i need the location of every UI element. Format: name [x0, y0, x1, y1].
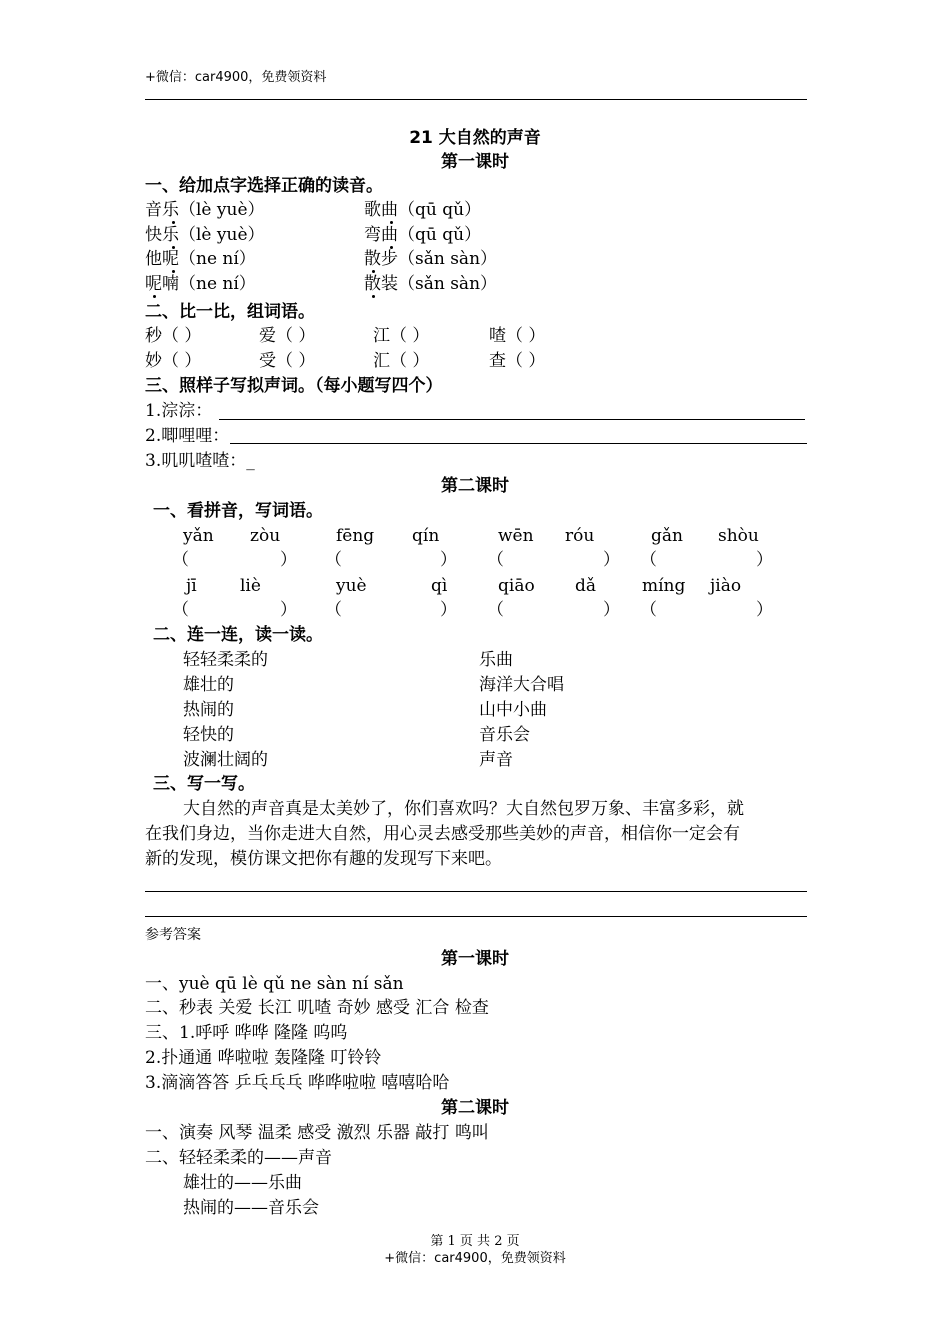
- pinyin: gǎn: [651, 526, 683, 546]
- bracket-open: （: [172, 600, 189, 620]
- l1-q1-left-1: 音乐（lè yuè）: [145, 200, 265, 220]
- match-left-item[interactable]: 波澜壮阔的: [183, 750, 268, 770]
- pinyin: shòu: [718, 526, 759, 546]
- answer-line: 3.滴滴答答 乒乓乓乓 哗哗啦啦 嘻嘻哈哈: [145, 1073, 450, 1093]
- bracket-open: （: [325, 600, 342, 620]
- pinyin: wēn: [498, 526, 534, 546]
- answer-blank-line[interactable]: [219, 419, 805, 420]
- match-left-item[interactable]: 热闹的: [183, 700, 234, 720]
- answer-line: 一、yuè qū lè qǔ ne sàn ní sǎn: [145, 974, 404, 994]
- l1-q2-r2-c4: 查（ ）: [489, 351, 546, 371]
- l1-q1-left-4: 呢喃（ne ní）: [145, 274, 256, 294]
- answer-line: 雄壮的——乐曲: [183, 1173, 302, 1193]
- pinyin: míng: [642, 576, 686, 596]
- l2-q3-paragraph-line: 新的发现，模仿课文把你有趣的发现写下来吧。: [145, 849, 502, 869]
- page-title: 21 大自然的声音: [409, 128, 541, 148]
- pinyin: dǎ: [575, 576, 597, 596]
- bracket-close: ）: [280, 600, 297, 620]
- answer-line: 二、轻轻柔柔的——声音: [145, 1148, 332, 1168]
- l1-q2-r1-c2: 爱（ ）: [259, 326, 316, 346]
- bracket-open: （: [640, 600, 657, 620]
- emphasis-dot: [390, 246, 393, 249]
- l1-q3-heading: 三、照样子写拟声词。（每小题写四个）: [145, 376, 443, 396]
- match-right-item[interactable]: 山中小曲: [479, 700, 547, 720]
- bracket-close: ）: [603, 550, 620, 570]
- emphasis-dot: [172, 221, 175, 224]
- match-right-item[interactable]: 海洋大合唱: [479, 675, 564, 695]
- l1-q2-r2-c3: 汇（ ）: [373, 351, 430, 371]
- match-left-item[interactable]: 雄壮的: [183, 675, 234, 695]
- bracket-close: ）: [280, 550, 297, 570]
- pinyin: fēng: [336, 526, 375, 546]
- match-right-item[interactable]: 声音: [479, 750, 513, 770]
- pinyin: yuè: [336, 576, 367, 596]
- bracket-close: ）: [603, 600, 620, 620]
- footer-watermark: +微信：car4900，免费领资料: [384, 1251, 566, 1266]
- writing-line[interactable]: [145, 891, 807, 892]
- bracket-open: （: [325, 550, 342, 570]
- bracket-open: （: [172, 550, 189, 570]
- pinyin: qiāo: [498, 576, 535, 596]
- l1-q2-r1-c4: 喳（ ）: [489, 326, 546, 346]
- bracket-close: ）: [440, 600, 457, 620]
- l1-q1-right-3: 散步（sǎn sàn）: [364, 249, 498, 269]
- pinyin: jī: [186, 576, 197, 596]
- l1-q3-item-3: 3.叽叽喳喳：_: [145, 451, 255, 471]
- pinyin: jiào: [710, 576, 742, 596]
- pinyin: zòu: [250, 526, 281, 546]
- answer-line: 热闹的——音乐会: [183, 1198, 319, 1218]
- writing-line[interactable]: [145, 916, 807, 917]
- bracket-close: ）: [756, 600, 773, 620]
- l1-q2-r1-c1: 秒（ ）: [145, 326, 202, 346]
- lesson2-heading: 第二课时: [441, 476, 509, 496]
- answers-label: 参考答案: [145, 927, 201, 943]
- l2-q3-paragraph-line: 大自然的声音真是太美妙了，你们喜欢吗？大自然包罗万象、丰富多彩，就: [183, 799, 744, 819]
- match-left-item[interactable]: 轻快的: [183, 725, 234, 745]
- l1-q1-right-2: 弯曲（qū qǔ）: [364, 225, 482, 245]
- l1-q2-r2-c2: 受（ ）: [259, 351, 316, 371]
- l1-q1-right-4: 散装（sǎn sàn）: [364, 274, 498, 294]
- bracket-open: （: [487, 600, 504, 620]
- emphasis-dot: [153, 295, 156, 298]
- lesson1-heading: 第一课时: [441, 152, 509, 172]
- l1-q1-right-1: 歌曲（qū qǔ）: [364, 200, 482, 220]
- answer-line: 2.扑通通 哗啦啦 轰隆隆 叮铃铃: [145, 1048, 382, 1068]
- page-number: 第 1 页 共 2 页: [430, 1234, 520, 1249]
- answer-line: 二、秒表 关爱 长江 叽喳 奇妙 感受 汇合 检查: [145, 998, 489, 1018]
- bracket-close: ）: [440, 550, 457, 570]
- l2-q3-paragraph-line: 在我们身边，当你走进大自然，用心灵去感受那些美妙的声音，相信你一定会有: [145, 824, 740, 844]
- emphasis-dot: [390, 221, 393, 224]
- bracket-close: ）: [756, 550, 773, 570]
- l1-q2-r2-c1: 妙（ ）: [145, 351, 202, 371]
- header-watermark: +微信：car4900，免费领资料: [145, 70, 327, 85]
- answers-lesson2-heading: 第二课时: [441, 1098, 509, 1118]
- answer-line: 三、1.呼呼 哗哗 隆隆 呜呜: [145, 1023, 348, 1043]
- match-right-item[interactable]: 音乐会: [479, 725, 530, 745]
- l1-q3-item-1: 1.淙淙：: [145, 401, 213, 421]
- l1-q1-heading: 一、给加点字选择正确的读音。: [145, 176, 383, 196]
- l2-q1-heading: 一、看拼音，写词语。: [153, 501, 323, 521]
- l1-q1-left-2: 快乐（lè yuè）: [145, 225, 265, 245]
- emphasis-dot: [372, 270, 375, 273]
- pinyin: qì: [431, 576, 448, 596]
- answers-lesson1-heading: 第一课时: [441, 949, 509, 969]
- l1-q1-left-3: 他呢（ne ní）: [145, 249, 256, 269]
- pinyin: róu: [565, 526, 595, 546]
- emphasis-dot: [372, 295, 375, 298]
- emphasis-dot: [172, 246, 175, 249]
- answer-line: 一、演奏 风琴 温柔 感受 激烈 乐器 敲打 鸣叫: [145, 1123, 489, 1143]
- header-rule: [145, 99, 807, 100]
- l1-q3-item-2: 2.唧哩哩：: [145, 426, 230, 446]
- l1-q2-r1-c3: 江（ ）: [373, 326, 430, 346]
- pinyin: qín: [412, 526, 440, 546]
- match-left-item[interactable]: 轻轻柔柔的: [183, 650, 268, 670]
- l2-q2-heading: 二、连一连，读一读。: [153, 625, 323, 645]
- pinyin: yǎn: [183, 526, 214, 546]
- l1-q2-heading: 二、比一比，组词语。: [145, 302, 315, 322]
- bracket-open: （: [640, 550, 657, 570]
- l2-q3-heading: 三、写一写。: [153, 774, 255, 794]
- bracket-open: （: [487, 550, 504, 570]
- match-right-item[interactable]: 乐曲: [479, 650, 513, 670]
- answer-blank-line[interactable]: [230, 443, 807, 444]
- emphasis-dot: [172, 270, 175, 273]
- pinyin: liè: [240, 576, 261, 596]
